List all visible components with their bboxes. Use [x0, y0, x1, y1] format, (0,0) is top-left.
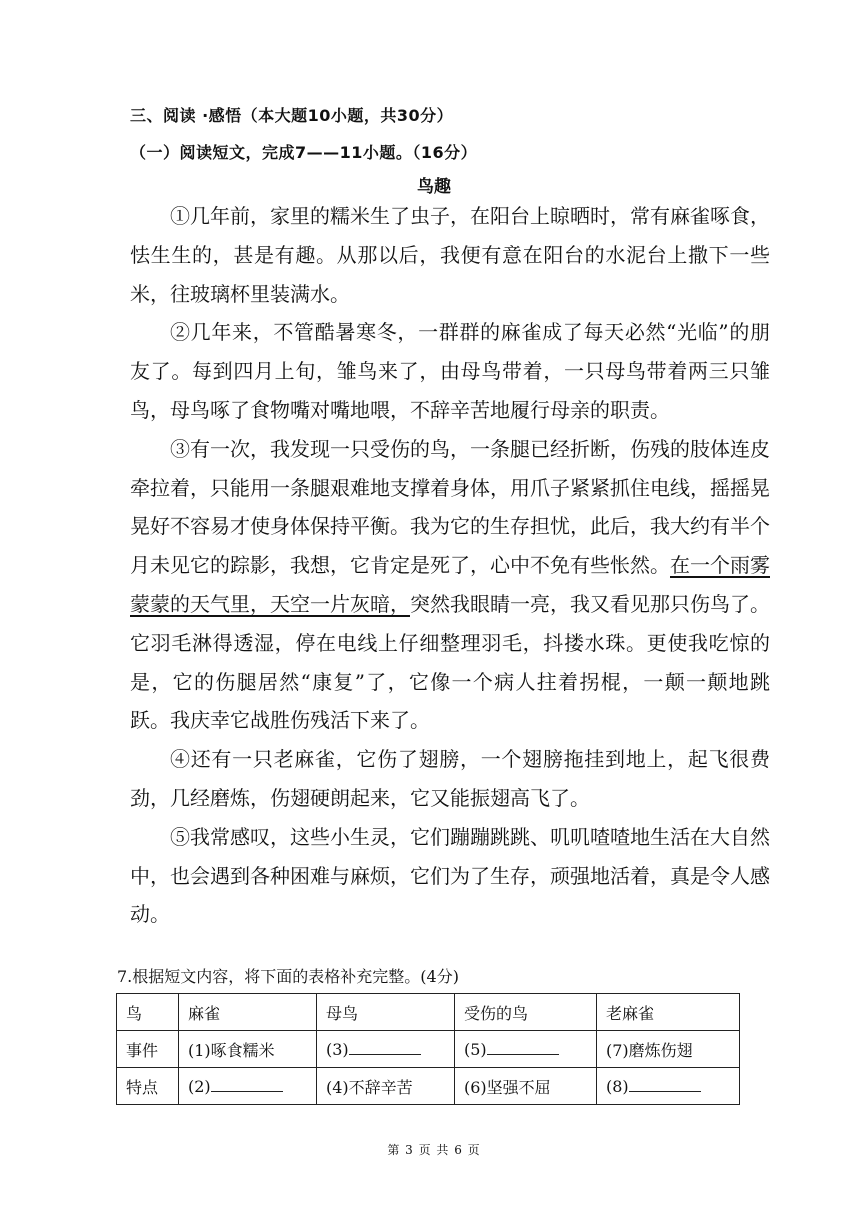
blank-label: (5) [464, 1039, 487, 1059]
table-cell: (4)不辞辛苦 [317, 1068, 455, 1105]
fill-blank-line[interactable] [629, 1077, 701, 1092]
paragraph-3-part-a: ③有一次，我发现一只受伤的鸟，一条腿已经折断，伤残的肢体连皮牵拉着，只能用一条腿艰难地支撑着身体，用爪子紧紧抓住电线，摇摇晃晃好不容易才使身体保持平衡。我为它的生存担忧，此后，我大约有半个月未见它的踪影，我想，它肯定是死了，心中不免有些怅然。 [130, 436, 770, 578]
paragraph-3-part-b: 突然我眼睛一亮，我又看见那只伤鸟了。它羽毛淋得透湿，停在电线上仔细整理羽毛，抖搂水珠。更使我吃惊的是，它的伤腿居然“康复”了，它像一个病人拄着拐棍，一颠一颠地跳跃。我庆幸它战胜伤残活下来了。 [130, 591, 770, 733]
table-cell: 事件 [117, 1031, 179, 1068]
question-7: 7.根据短文内容，将下面的表格补充完整。(4分) [117, 967, 459, 986]
article-title: 鸟趣 [417, 177, 451, 197]
table-row [117, 1031, 740, 1068]
fill-blank-line[interactable] [349, 1040, 421, 1055]
underlined-sentence: 在一个雨雾蒙蒙的天气里，天空一片灰暗， [130, 553, 770, 616]
section-heading: 三、阅读 ·感悟（本大题10小题，共30分） [130, 106, 454, 125]
answer-table [116, 993, 740, 1105]
article-body [130, 197, 770, 934]
fill-blank-line[interactable] [211, 1077, 283, 1092]
table-cell: 特点 [117, 1068, 179, 1105]
table-cell: 母鸟 [317, 994, 455, 1031]
table-row [117, 1068, 740, 1105]
paragraph-3 [130, 430, 770, 740]
page-footer: 第 3 页 共 6 页 [387, 1143, 481, 1157]
table-cell: 鸟 [117, 994, 179, 1031]
blank-label: (8) [606, 1076, 629, 1096]
answer-blank-5[interactable] [455, 1031, 597, 1068]
blank-label: (2) [188, 1076, 211, 1096]
table-cell: (7)磨炼伤翅 [597, 1031, 740, 1068]
blank-label: (3) [326, 1039, 349, 1059]
table-cell: (6)坚强不屈 [455, 1068, 597, 1105]
table-cell: 麻雀 [179, 994, 317, 1031]
answer-blank-2[interactable] [179, 1068, 317, 1105]
answer-blank-8[interactable] [597, 1068, 740, 1105]
table-cell: 老麻雀 [597, 994, 740, 1031]
table-row [117, 994, 740, 1031]
paragraph-1: ①几年前，家里的糯米生了虫子，在阳台上晾晒时，常有麻雀啄食，怯生生的，甚是有趣。从那以后，我便有意在阳台的水泥台上撒下一些米，往玻璃杯里装满水。 [130, 204, 770, 306]
sub-heading: （一）阅读短文，完成7——11小题。（16分） [130, 143, 478, 162]
answer-blank-3[interactable] [317, 1031, 455, 1068]
table-cell: (1)啄食糯米 [179, 1031, 317, 1068]
table-cell: 受伤的鸟 [455, 994, 597, 1031]
paragraph-5: ⑤我常感叹，这些小生灵，它们蹦蹦跳跳、叽叽喳喳地生活在大自然中，也会遇到各种困难与麻烦，它们为了生存，顽强地活着，真是令人感动。 [130, 824, 770, 927]
paragraph-4: ④还有一只老麻雀，它伤了翅膀，一个翅膀拖挂到地上，起飞很费劲，几经磨炼，伤翅硬朗起来，它又能振翅高飞了。 [130, 747, 770, 810]
paragraph-2: ②几年来，不管酷暑寒冬，一群群的麻雀成了每天必然“光临”的朋友了。每到四月上旬，雏鸟来了，由母鸟带着，一只母鸟带着两三只雏鸟，母鸟啄了食物嘴对嘴地喂，不辞辛苦地履行母亲的职责。 [130, 320, 770, 422]
fill-blank-line[interactable] [487, 1040, 559, 1055]
